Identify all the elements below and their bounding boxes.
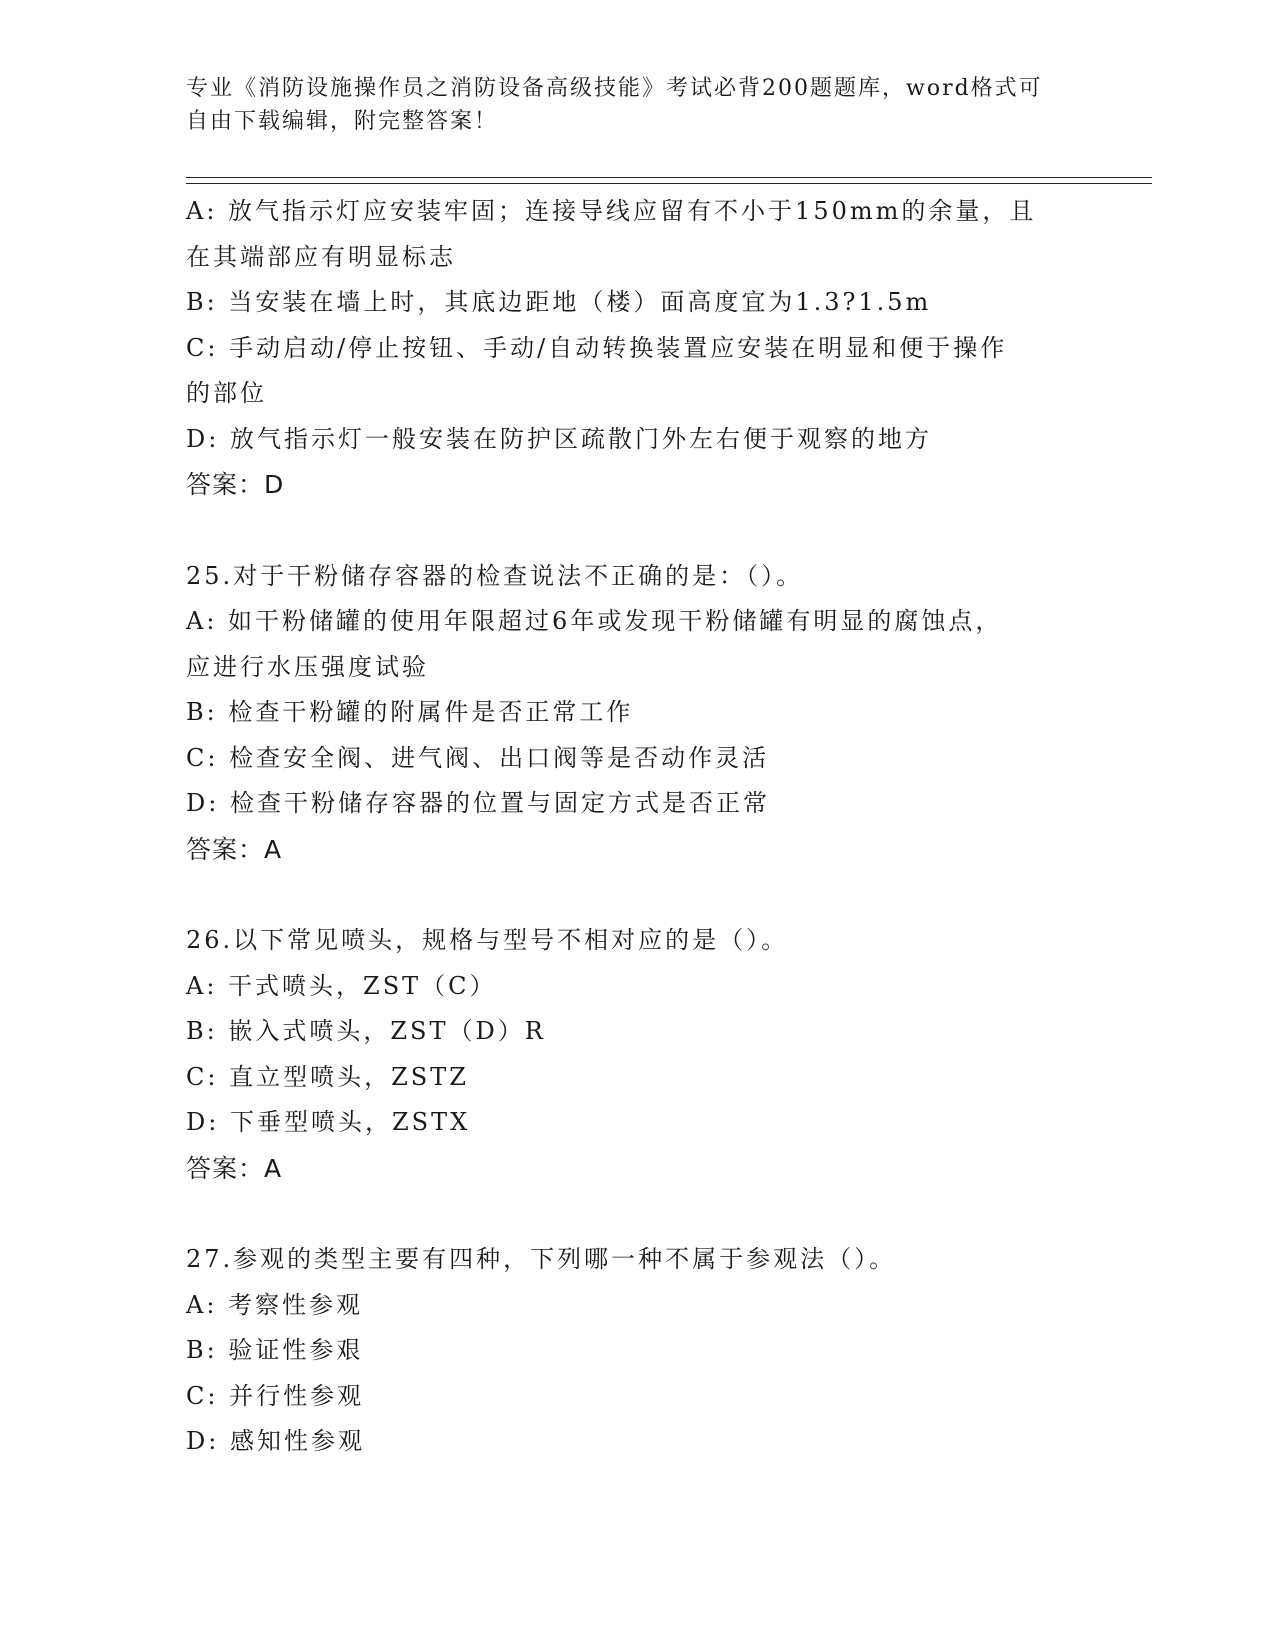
option-a-line-2: 在其端部应有明显标志 — [186, 242, 456, 271]
header-line-2: 自由下载编辑，附完整答案！ — [186, 109, 499, 134]
answer-line: 答案：D — [186, 470, 285, 499]
option-b: B: 检查干粉罐的附属件是否正常工作 — [186, 698, 634, 726]
spacer — [186, 872, 1086, 918]
header-line-1: 专业《消防设施操作员之消防设备高级技能》考试必背200题题库，word格式可 — [186, 76, 1043, 101]
option-b: B: 当安装在墙上时，其底边距地（楼）面高度宜为1.3?1.5m — [186, 288, 932, 316]
question-27-block — [186, 1237, 1086, 1465]
header-rule-bottom — [186, 183, 1152, 184]
option-d: D: 感知性参观 — [186, 1427, 365, 1455]
question-25-block — [186, 554, 1086, 873]
option-a-line-2: 应进行水压强度试验 — [186, 652, 429, 681]
option-b: B: 嵌入式喷头，ZST（D）R — [186, 1017, 546, 1045]
option-c: C: 直立型喷头，ZSTZ — [186, 1062, 469, 1091]
option-a: A: 干式喷头，ZST（C） — [186, 971, 497, 1000]
question-list — [186, 189, 1086, 1465]
option-a-line-1: A: 如干粉储罐的使用年限超过6年或发现干粉储罐有明显的腐蚀点， — [186, 607, 1003, 635]
spacer — [186, 1191, 1086, 1237]
document-header — [186, 72, 1086, 138]
question-text: 27.参观的类型主要有四种，下列哪一种不属于参观法（）。 — [186, 1245, 897, 1273]
question-24-block — [186, 189, 1086, 508]
option-b: B: 验证性参艰 — [186, 1336, 364, 1364]
spacer — [186, 508, 1086, 554]
header-rule-top — [186, 177, 1152, 178]
question-26-block — [186, 918, 1086, 1191]
option-d: D: 下垂型喷头，ZSTX — [186, 1108, 471, 1136]
option-c: C: 检查安全阀、进气阀、出口阀等是否动作灵活 — [186, 743, 770, 772]
option-c-line-1: C: 手动启动/停止按钮、手动/自动转换装置应安装在明显和便于操作 — [186, 333, 1008, 362]
answer-line: 答案：A — [186, 1153, 283, 1183]
option-a-line-1: A: 放气指示灯应安装牢固；连接导线应留有不小于150mm的余量，且 — [186, 197, 1037, 225]
option-d: D: 检查干粉储存容器的位置与固定方式是否正常 — [186, 789, 770, 817]
answer-line: 答案：A — [186, 834, 283, 864]
option-d: D: 放气指示灯一般安装在防护区疏散门外左右便于观察的地方 — [186, 424, 932, 453]
option-c: C: 并行性参观 — [186, 1381, 365, 1410]
option-c-line-2: 的部位 — [186, 379, 267, 407]
option-a: A: 考察性参观 — [186, 1290, 364, 1319]
question-text: 25.对于干粉储存容器的检查说法不正确的是：（）。 — [186, 561, 804, 590]
question-text: 26.以下常见喷头，规格与型号不相对应的是（）。 — [186, 926, 789, 954]
